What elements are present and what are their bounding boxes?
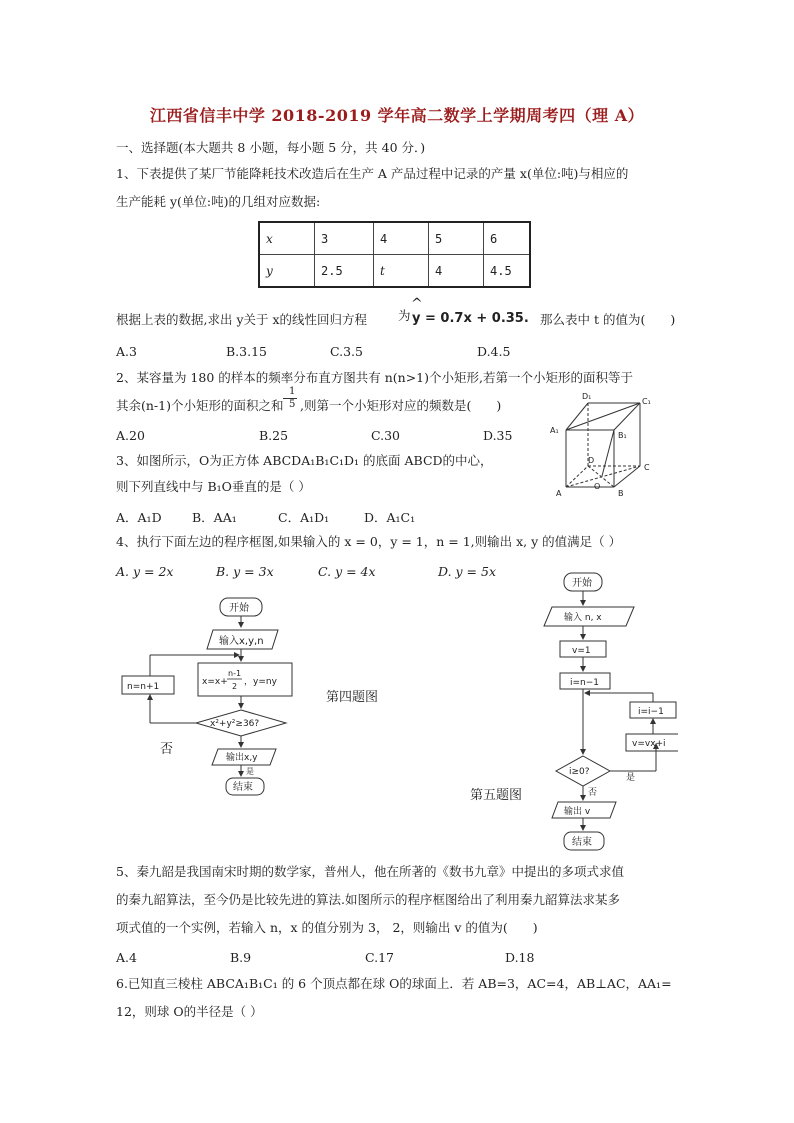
edge	[614, 403, 640, 430]
flowchart-q5	[538, 570, 678, 854]
cube-diagram	[548, 390, 658, 502]
table-cell: 3	[315, 222, 374, 255]
q2-frac-den: 5	[289, 399, 296, 410]
label-b: B	[618, 489, 624, 498]
label-b1: B₁	[618, 431, 627, 440]
q1-stem-b: 为	[398, 308, 411, 323]
table-row	[259, 222, 530, 255]
q2-option-c: C.30	[371, 428, 400, 443]
process-label-a: x=x+	[202, 677, 228, 687]
table-cell: 5	[429, 222, 484, 255]
process-frac-den: 2	[232, 682, 238, 691]
segment-b1o	[602, 430, 614, 476]
start-label: 开始	[572, 578, 592, 589]
q1-option-c: C.3.5	[330, 344, 363, 359]
q1-stem-c: 那么表中 t 的值为( )	[540, 312, 676, 327]
input-label: 输入 n, x	[564, 613, 602, 623]
q2-option-d: D.35	[483, 428, 513, 443]
q5-option-d: D.18	[505, 950, 535, 965]
section-heading: 一、选择题(本大题共 8 小题，每小题 5 分，共 40 分．)	[116, 140, 426, 155]
q5-option-a: A.4	[116, 950, 137, 965]
page-title: 江西省信丰中学 2018-2019 学年高二数学上学期周考四（理 A）	[149, 106, 645, 125]
update-i-label: i=i−1	[638, 707, 664, 717]
q4-line1: 4、执行下面左边的程序框图,如果输入的 x = 0，y = 1，n = 1,则输出 x, y 的值满足（ ）	[116, 534, 622, 549]
decision-label: i≥0?	[569, 767, 590, 777]
q3-line2: 则下列直线中与 B₁O垂直的是（ ）	[116, 479, 311, 494]
q4-option-d: D. y = 5x	[438, 564, 497, 579]
label-c1: C₁	[642, 397, 651, 406]
table-cell: 6	[484, 222, 531, 255]
q4-option-a: A. y = 2x	[116, 564, 174, 579]
q3-option-b: B．AA₁	[192, 510, 237, 525]
q5-line2: 的秦九韶算法，至今仍是比较先进的算法.如图所示的程序框图给出了利用秦九韶算法求某多	[116, 892, 620, 907]
q1-option-b: B.3.15	[226, 344, 267, 359]
q4-caption: 第四题图	[326, 690, 379, 705]
q4-option-c: C. y = 4x	[318, 564, 376, 579]
hidden-diagonal	[588, 466, 614, 487]
table-cell: x	[259, 222, 315, 255]
process-frac-num: n-1	[228, 669, 242, 678]
table-cell: 4.5	[484, 255, 531, 288]
q2-option-b: B.25	[259, 428, 289, 443]
yes-label: 是	[246, 767, 254, 776]
q1-option-d: D.4.5	[477, 344, 511, 359]
q1-option-a: A.3	[116, 344, 137, 359]
q1-data-table	[258, 221, 531, 288]
update-label: n=n+1	[127, 682, 160, 692]
table-cell: y	[259, 255, 315, 288]
yes-label: 是	[626, 773, 636, 783]
q5-option-c: C.17	[365, 950, 394, 965]
q3-line1: 3、如图所示，O为正方体 ABCDA₁B₁C₁D₁ 的底面 ABCD的中心，	[116, 453, 493, 468]
regression-formula: y = 0.7x + 0.35.	[412, 311, 529, 326]
q1-line2: 生产能耗 y(单位:吨)的几组对应数据:	[116, 194, 321, 209]
update-v-label: v=vx+i	[632, 739, 666, 749]
table-cell: 2.5	[315, 255, 374, 288]
label-o: O	[594, 482, 601, 491]
q5-line3: 项式值的一个实例，若输入 n，x 的值分别为 3， 2，则输出 v 的值为( )	[116, 920, 538, 935]
end-label: 结束	[572, 837, 592, 848]
q2-line2a: 其余(n-1)个小矩形的面积之和	[116, 398, 284, 413]
table-cell: 4	[429, 255, 484, 288]
output-label: 输出x,y	[226, 753, 258, 763]
edge	[614, 466, 640, 487]
start-label: 开始	[229, 603, 249, 614]
q2-frac-num: 1	[289, 386, 296, 397]
q5-caption: 第五题图	[470, 788, 523, 803]
init-i-label: i=n−1	[570, 678, 600, 688]
q6-line1: 6.已知直三棱柱 ABCA₁B₁C₁ 的 6 个顶点都在球 O的球面上．若 AB=3，AC=4，AB⊥AC，AA₁=	[116, 976, 672, 991]
q5-option-b: B.9	[230, 950, 252, 965]
table-row	[259, 255, 530, 288]
table-cell: 4	[374, 222, 429, 255]
no-label: 否	[588, 788, 598, 798]
q6-line2: 12，则球 O的半径是（ ）	[116, 1004, 263, 1019]
q2-option-a: A.20	[116, 428, 145, 443]
input-label: 输入x,y,n	[219, 636, 264, 647]
flowchart-q4	[110, 592, 300, 802]
q3-option-d: D．A₁C₁	[364, 510, 416, 525]
process-label-b: ，y=ny	[244, 677, 277, 687]
q2-line1: 2、某容量为 180 的样本的频率分布直方图共有 n(n>1)个小矩形,若第一个小矩形的面积等于	[116, 370, 633, 385]
end-label: 结束	[233, 782, 253, 793]
init-v-label: v=1	[572, 646, 591, 656]
output-label: 输出 v	[564, 807, 591, 817]
label-d1: D₁	[582, 392, 592, 401]
decision-label: x²+y²≥36?	[210, 719, 260, 729]
q5-line1: 5、秦九韶是我国南宋时期的数学家，普州人，他在所著的《数书九章》中提出的多项式求值	[116, 864, 624, 879]
q1-line1: 1、下表提供了某厂节能降耗技术改造后在生产 A 产品过程中记录的产量 x(单位:吨)与相应的	[116, 166, 629, 181]
label-d: D	[588, 456, 595, 465]
q1-stem-a: 根据上表的数据,求出 y关于 x的线性回归方程	[116, 312, 368, 327]
q4-no-label: 否	[160, 742, 174, 757]
label-c: C	[644, 463, 650, 472]
hat-symbol: ^	[411, 296, 423, 312]
q4-option-b: B. y = 3x	[216, 564, 274, 579]
q2-line2b: ,则第一个小矩形对应的频数是( )	[300, 398, 502, 413]
label-a1: A₁	[550, 426, 559, 435]
table-cell: t	[374, 255, 429, 288]
label-a: A	[556, 489, 562, 498]
q3-option-c: C．A₁D₁	[278, 510, 330, 525]
q3-option-a: A．A₁D	[116, 510, 162, 525]
